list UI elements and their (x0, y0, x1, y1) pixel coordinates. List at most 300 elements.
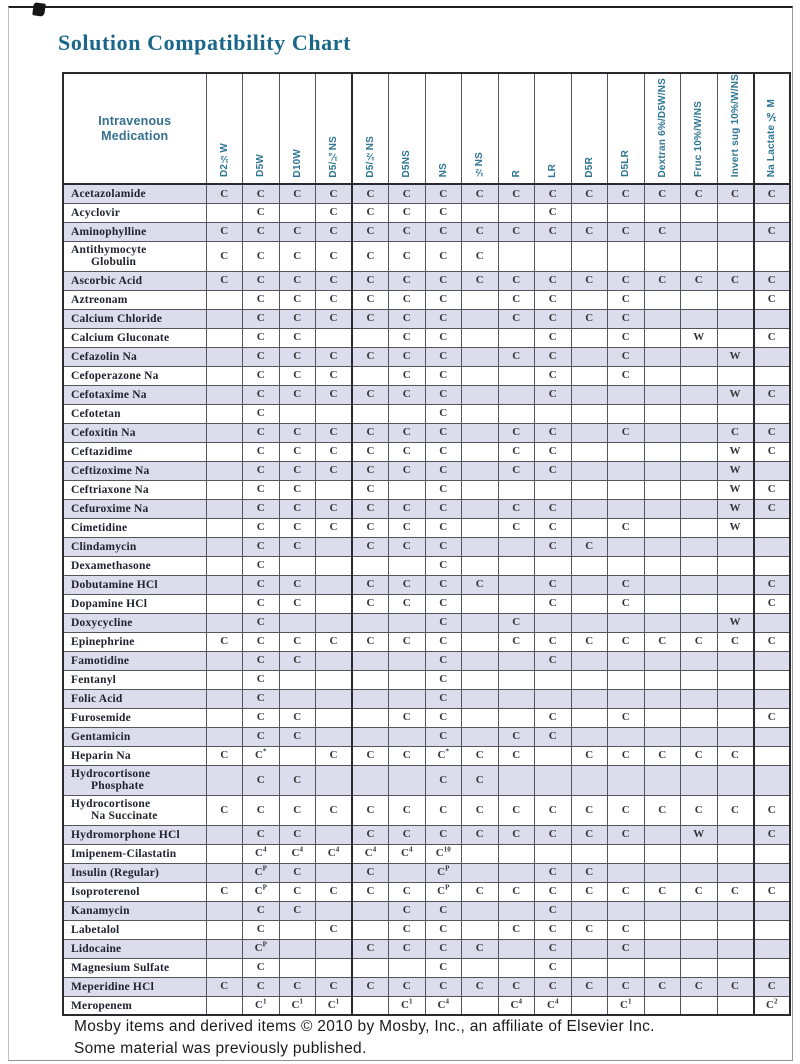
compatibility-cell (206, 203, 243, 222)
compatibility-cell (754, 901, 791, 920)
compatibility-cell: C (498, 442, 535, 461)
compatibility-cell (717, 575, 754, 594)
compatibility-cell (681, 423, 718, 442)
compatibility-cell (535, 844, 572, 863)
compatibility-cell: C (535, 347, 572, 366)
compatibility-cell (681, 499, 718, 518)
compatibility-cell (206, 518, 243, 537)
compatibility-cell (681, 863, 718, 882)
compatibility-cell (206, 442, 243, 461)
compatibility-cell: C (425, 920, 462, 939)
compatibility-cell (681, 689, 718, 708)
compatibility-cell (206, 708, 243, 727)
compatibility-cell (462, 366, 499, 385)
compatibility-cell: C (352, 290, 389, 309)
compatibility-cell (754, 689, 791, 708)
compatibility-cell: C (681, 184, 718, 203)
solution-column-header (279, 73, 316, 184)
compatibility-cell: C (462, 184, 499, 203)
table-row (63, 480, 790, 499)
compatibility-cell (352, 765, 389, 795)
compatibility-cell: C (425, 958, 462, 977)
compatibility-cell: C (316, 241, 353, 271)
compatibility-cell: C (425, 613, 462, 632)
compatibility-cell: C (608, 290, 645, 309)
compatibility-cell: C (535, 423, 572, 442)
compatibility-cell (644, 996, 681, 1015)
solution-column-label: Na Lactate ⅙ M (766, 99, 778, 178)
compatibility-cell (681, 901, 718, 920)
table-row (63, 518, 790, 537)
compatibility-cell: C (571, 632, 608, 651)
compatibility-cell (608, 901, 645, 920)
compatibility-cell: C (498, 727, 535, 746)
compatibility-cell (644, 594, 681, 613)
table-row (63, 901, 790, 920)
compatibility-cell: C (206, 184, 243, 203)
compatibility-cell: C (425, 795, 462, 825)
compatibility-cell: C (243, 222, 280, 241)
compatibility-cell (608, 203, 645, 222)
table-row (63, 404, 790, 423)
compatibility-cell: C (754, 499, 791, 518)
compatibility-cell: W (681, 825, 718, 844)
compatibility-cell: C (571, 184, 608, 203)
compatibility-cell (754, 556, 791, 575)
compatibility-cell (279, 556, 316, 575)
compatibility-cell (681, 222, 718, 241)
compatibility-cell: C (352, 442, 389, 461)
compatibility-cell: C (389, 632, 426, 651)
compatibility-cell: C (681, 882, 718, 901)
compatibility-cell: C (206, 222, 243, 241)
table-row (63, 366, 790, 385)
table-row (63, 241, 790, 271)
compatibility-cell: C (425, 765, 462, 795)
compatibility-cell (571, 461, 608, 480)
medication-label: Doxycycline (63, 613, 206, 632)
solution-column-label: NS (437, 162, 449, 178)
compatibility-cell (571, 901, 608, 920)
compatibility-cell (681, 241, 718, 271)
compatibility-cell (717, 708, 754, 727)
compatibility-cell (644, 328, 681, 347)
compatibility-cell (316, 651, 353, 670)
table-row (63, 746, 790, 765)
solution-column-header (717, 73, 754, 184)
compatibility-cell (316, 480, 353, 499)
compatibility-cell: C (425, 309, 462, 328)
compatibility-cell (754, 309, 791, 328)
compatibility-cell: C (571, 222, 608, 241)
solution-column-header (754, 73, 791, 184)
compatibility-cell (206, 480, 243, 499)
compatibility-cell: C (535, 977, 572, 996)
compatibility-cell (206, 385, 243, 404)
compatibility-cell: C (279, 537, 316, 556)
compatibility-cell (571, 958, 608, 977)
compatibility-cell: C (389, 241, 426, 271)
table-row (63, 461, 790, 480)
compatibility-cell: C (389, 222, 426, 241)
compatibility-cell (389, 556, 426, 575)
compatibility-cell: C (425, 241, 462, 271)
compatibility-cell (571, 670, 608, 689)
compatibility-cell: C (279, 632, 316, 651)
compatibility-cell: C (535, 271, 572, 290)
compatibility-cell (462, 556, 499, 575)
compatibility-cell (206, 366, 243, 385)
compatibility-cell: C (389, 271, 426, 290)
compatibility-cell (389, 958, 426, 977)
compatibility-cell (498, 537, 535, 556)
compatibility-cell (206, 594, 243, 613)
compatibility-cell: C (389, 347, 426, 366)
compatibility-cell (571, 499, 608, 518)
compatibility-cell: C (279, 241, 316, 271)
compatibility-cell: C (498, 613, 535, 632)
compatibility-cell: C (243, 480, 280, 499)
medication-label: Magnesium Sulfate (63, 958, 206, 977)
compatibility-cell: $C^P$ (243, 863, 280, 882)
compatibility-cell (644, 670, 681, 689)
compatibility-cell (462, 727, 499, 746)
compatibility-cell (571, 708, 608, 727)
compatibility-cell (206, 556, 243, 575)
table-row (63, 385, 790, 404)
compatibility-cell (717, 404, 754, 423)
compatibility-cell: C (754, 290, 791, 309)
table-row (63, 863, 790, 882)
compatibility-cell: C (352, 795, 389, 825)
compatibility-cell: C (243, 203, 280, 222)
compatibility-cell: C (571, 825, 608, 844)
compatibility-cell: C (754, 480, 791, 499)
compatibility-cell: C (243, 461, 280, 480)
compatibility-cell: C (279, 727, 316, 746)
compatibility-cell (352, 651, 389, 670)
table-row (63, 996, 790, 1015)
compatibility-cell: C (535, 863, 572, 882)
compatibility-cell: C (608, 977, 645, 996)
compatibility-cell (316, 556, 353, 575)
compatibility-cell (644, 651, 681, 670)
medication-label: Dexamethasone (63, 556, 206, 575)
compatibility-cell: C (608, 594, 645, 613)
compatibility-cell (717, 958, 754, 977)
solution-column-header (316, 73, 353, 184)
compatibility-cell: C (754, 271, 791, 290)
table-row (63, 882, 790, 901)
compatibility-cell: C (389, 461, 426, 480)
compatibility-cell (681, 958, 718, 977)
compatibility-cell (644, 844, 681, 863)
compatibility-cell: C (279, 480, 316, 499)
compatibility-cell: $C^2$ (754, 996, 791, 1015)
compatibility-cell: C (243, 366, 280, 385)
compatibility-cell (644, 366, 681, 385)
compatibility-cell: C (352, 939, 389, 958)
compatibility-cell (681, 366, 718, 385)
compatibility-cell (389, 670, 426, 689)
compatibility-cell (754, 518, 791, 537)
solution-column-label: D5R (583, 156, 595, 178)
compatibility-cell (316, 575, 353, 594)
compatibility-cell: C (535, 795, 572, 825)
medication-label: Cefotetan (63, 404, 206, 423)
compatibility-cell: C (352, 746, 389, 765)
compatibility-cell (571, 442, 608, 461)
table-row (63, 977, 790, 996)
compatibility-cell: C (425, 825, 462, 844)
solution-column-label: R (510, 169, 522, 178)
compatibility-cell (206, 423, 243, 442)
compatibility-cell (571, 480, 608, 499)
compatibility-cell: C (243, 825, 280, 844)
table-row (63, 670, 790, 689)
compatibility-table (62, 72, 791, 1016)
compatibility-cell (608, 537, 645, 556)
compatibility-cell (681, 670, 718, 689)
compatibility-cell: C (425, 651, 462, 670)
table-row (63, 795, 790, 825)
compatibility-cell (681, 537, 718, 556)
compatibility-cell (279, 670, 316, 689)
compatibility-cell (316, 328, 353, 347)
solution-column-label: ½NS (474, 151, 486, 178)
compatibility-cell (498, 651, 535, 670)
compatibility-cell (498, 385, 535, 404)
compatibility-cell (498, 404, 535, 423)
compatibility-cell: C (681, 746, 718, 765)
footer-line1: Mosby items and derived items © 2010 by Mosby, Inc., an affiliate of Elsevier Inc. (74, 1018, 655, 1035)
compatibility-cell: C (206, 271, 243, 290)
compatibility-cell (754, 241, 791, 271)
compatibility-cell (608, 670, 645, 689)
compatibility-cell: C (279, 347, 316, 366)
compatibility-cell (644, 385, 681, 404)
compatibility-cell: C (206, 977, 243, 996)
compatibility-cell (279, 958, 316, 977)
compatibility-cell (608, 613, 645, 632)
compatibility-cell: C (243, 689, 280, 708)
compatibility-cell (389, 480, 426, 499)
medication-label: Famotidine (63, 651, 206, 670)
compatibility-cell: $C^P$ (243, 882, 280, 901)
compatibility-cell: C (243, 537, 280, 556)
compatibility-cell (316, 594, 353, 613)
compatibility-cell: $C^4$ (243, 844, 280, 863)
compatibility-cell: C (316, 746, 353, 765)
compatibility-cell: $C^4$ (425, 996, 462, 1015)
compatibility-cell: C (535, 203, 572, 222)
compatibility-cell: $C^4$ (352, 844, 389, 863)
compatibility-cell: C (316, 499, 353, 518)
table-row (63, 290, 790, 309)
compatibility-cell (206, 920, 243, 939)
compatibility-cell (498, 863, 535, 882)
compatibility-cell: C (717, 271, 754, 290)
compatibility-cell: C (243, 271, 280, 290)
compatibility-cell (462, 958, 499, 977)
solution-column-header (206, 73, 243, 184)
compatibility-cell: C (425, 689, 462, 708)
compatibility-cell: C (389, 290, 426, 309)
compatibility-cell: C (352, 863, 389, 882)
compatibility-cell (644, 708, 681, 727)
compatibility-cell (717, 844, 754, 863)
compatibility-cell: W (717, 480, 754, 499)
compatibility-cell (754, 537, 791, 556)
compatibility-cell (681, 309, 718, 328)
solution-column-header (535, 73, 572, 184)
compatibility-cell (206, 328, 243, 347)
compatibility-cell: C (681, 632, 718, 651)
compatibility-cell (754, 958, 791, 977)
compatibility-cell (608, 385, 645, 404)
compatibility-cell: C (389, 499, 426, 518)
medication-label: Cefazolin Na (63, 347, 206, 366)
compatibility-cell (644, 499, 681, 518)
compatibility-cell (754, 404, 791, 423)
solution-column-label: Dextran 6%/D5W/NS (656, 77, 668, 178)
compatibility-cell (462, 996, 499, 1015)
table-row (63, 825, 790, 844)
compatibility-cell: C (352, 184, 389, 203)
compatibility-cell (644, 689, 681, 708)
compatibility-cell (754, 670, 791, 689)
compatibility-cell (571, 765, 608, 795)
table-row (63, 347, 790, 366)
compatibility-cell (571, 423, 608, 442)
compatibility-cell: C (425, 670, 462, 689)
compatibility-cell (462, 651, 499, 670)
compatibility-cell: W (681, 328, 718, 347)
compatibility-cell: C (535, 882, 572, 901)
compatibility-cell (754, 461, 791, 480)
compatibility-cell (389, 613, 426, 632)
compatibility-cell (462, 442, 499, 461)
compatibility-cell: W (717, 347, 754, 366)
compatibility-cell (644, 404, 681, 423)
compatibility-cell (206, 727, 243, 746)
footer-line2: Some material was previously published. (74, 1040, 367, 1057)
compatibility-cell (681, 480, 718, 499)
compatibility-cell (608, 241, 645, 271)
compatibility-cell: C (717, 977, 754, 996)
compatibility-cell: C (243, 442, 280, 461)
compatibility-cell (681, 613, 718, 632)
compatibility-cell: C* (425, 746, 462, 765)
table-row (63, 184, 790, 203)
compatibility-cell: C (754, 795, 791, 825)
compatibility-cell: C (535, 222, 572, 241)
compatibility-cell: C (608, 632, 645, 651)
compatibility-cell: C (279, 271, 316, 290)
compatibility-cell (681, 594, 718, 613)
compatibility-cell: $C^4$ (535, 996, 572, 1015)
medication-label: Ascorbic Acid (63, 271, 206, 290)
solution-column-header (462, 73, 499, 184)
medication-label: Heparin Na (63, 746, 206, 765)
compatibility-cell: C (316, 271, 353, 290)
compatibility-cell: C (498, 271, 535, 290)
compatibility-cell: C (425, 977, 462, 996)
compatibility-cell: C (717, 795, 754, 825)
compatibility-cell (462, 613, 499, 632)
table-row (63, 765, 790, 795)
table-row (63, 689, 790, 708)
compatibility-cell (754, 651, 791, 670)
compatibility-cell: C (352, 222, 389, 241)
table-row (63, 958, 790, 977)
table-row (63, 632, 790, 651)
compatibility-cell (571, 996, 608, 1015)
compatibility-cell: C (389, 366, 426, 385)
compatibility-cell: $C^1$ (316, 996, 353, 1015)
compatibility-cell (316, 901, 353, 920)
compatibility-cell (206, 461, 243, 480)
compatibility-cell (352, 996, 389, 1015)
compatibility-cell (754, 765, 791, 795)
compatibility-cell: C (279, 594, 316, 613)
compatibility-cell: C (352, 241, 389, 271)
medication-label: Cimetidine (63, 518, 206, 537)
compatibility-cell: C (243, 241, 280, 271)
compatibility-cell: C (389, 795, 426, 825)
compatibility-cell: C (389, 423, 426, 442)
compatibility-cell (571, 727, 608, 746)
compatibility-cell: $C^P$ (425, 863, 462, 882)
table-row (63, 594, 790, 613)
solution-column-header (425, 73, 462, 184)
medication-label: Calcium Chloride (63, 309, 206, 328)
compatibility-cell (535, 404, 572, 423)
compatibility-cell (498, 958, 535, 977)
compatibility-cell: C (206, 795, 243, 825)
compatibility-cell (608, 765, 645, 795)
compatibility-cell: C (389, 442, 426, 461)
solution-column-header (571, 73, 608, 184)
compatibility-cell (389, 765, 426, 795)
compatibility-cell (754, 844, 791, 863)
medication-label: Insulin (Regular) (63, 863, 206, 882)
compatibility-cell: C (316, 366, 353, 385)
solution-column-label: Fruc 10%/W/NS (693, 101, 705, 178)
compatibility-cell: C (243, 518, 280, 537)
compatibility-cell: C* (243, 746, 280, 765)
compatibility-cell: C (535, 727, 572, 746)
compatibility-cell: C (316, 203, 353, 222)
compatibility-cell (608, 863, 645, 882)
compatibility-cell (316, 765, 353, 795)
compatibility-cell: C (352, 203, 389, 222)
compatibility-cell: C (279, 385, 316, 404)
compatibility-cell (316, 863, 353, 882)
compatibility-cell: C (498, 746, 535, 765)
compatibility-cell: C (608, 882, 645, 901)
compatibility-cell: C (389, 825, 426, 844)
compatibility-cell: C (352, 594, 389, 613)
compatibility-cell (206, 347, 243, 366)
compatibility-cell: W (717, 461, 754, 480)
solution-column-label: LR (547, 163, 559, 178)
medication-label: Aminophylline (63, 222, 206, 241)
compatibility-cell (535, 746, 572, 765)
medication-label: Cefotaxime Na (63, 385, 206, 404)
table-row (63, 708, 790, 727)
compatibility-cell: C (352, 575, 389, 594)
